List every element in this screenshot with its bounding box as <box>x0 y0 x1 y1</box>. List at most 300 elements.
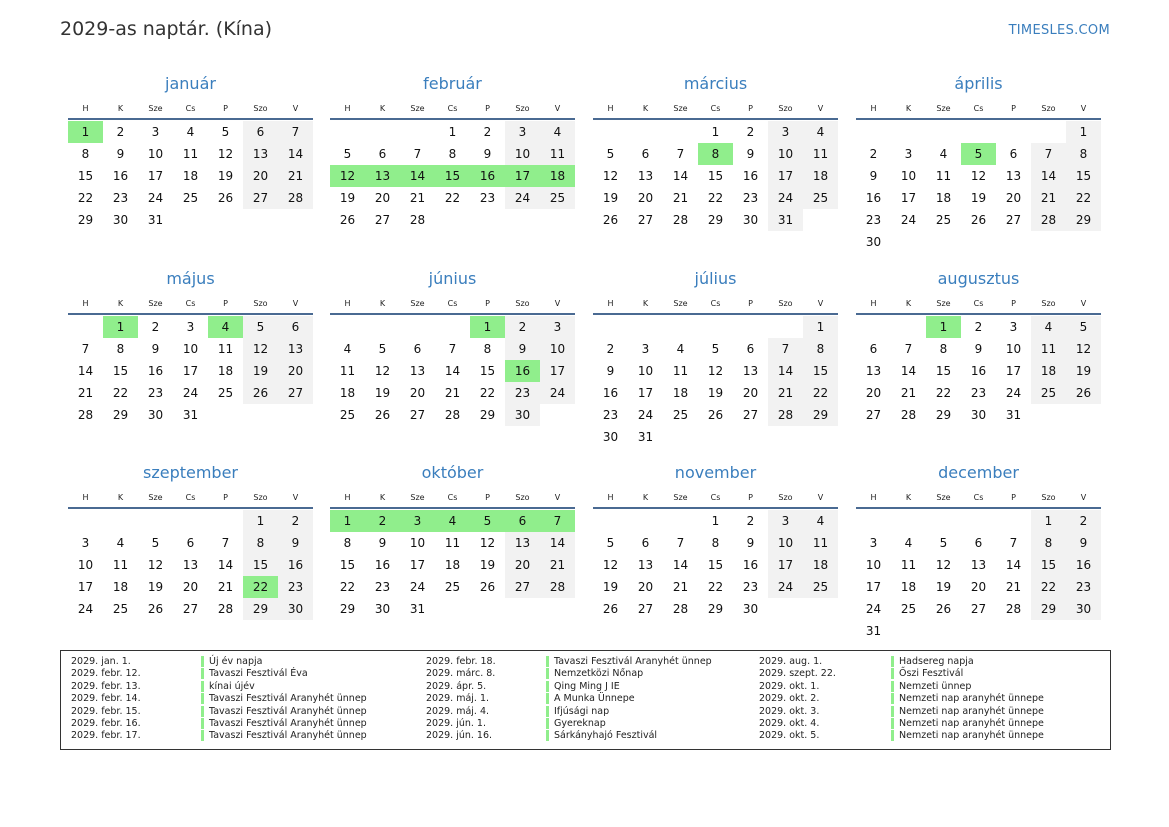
day-cell: 22 <box>479 386 496 400</box>
day-cell: 24 <box>768 576 803 598</box>
day-cell: 25 <box>182 191 199 205</box>
weekday-header: P <box>1011 104 1016 113</box>
day-cell: 4 <box>186 125 195 139</box>
weekday-header: K <box>905 104 912 113</box>
day-cell: 21 <box>1031 187 1066 209</box>
day-cell: 22 <box>444 191 461 205</box>
holiday-day: 16 <box>505 360 540 382</box>
day-cell: 12 <box>217 147 234 161</box>
day-cell: 30 <box>865 235 882 249</box>
day-cell: 8 <box>1066 143 1101 165</box>
day-cell: 16 <box>112 169 129 183</box>
day-cell: 29 <box>479 408 496 422</box>
day-cell: 20 <box>409 386 426 400</box>
holiday-day: 15 <box>435 165 470 187</box>
day-cell: 16 <box>742 169 759 183</box>
holiday-name: Hadsereg napja <box>891 656 974 667</box>
day-cell: 25 <box>935 213 952 227</box>
holiday-day: 22 <box>243 576 278 598</box>
day-cell: 3 <box>540 316 575 338</box>
holiday-day: 1 <box>103 316 138 338</box>
day-cell: 12 <box>147 558 164 572</box>
day-cell: 6 <box>1009 147 1018 161</box>
day-cell: 4 <box>803 121 838 143</box>
holiday-day: 4 <box>208 316 243 338</box>
weekday-header: H <box>870 104 877 113</box>
day-cell: 27 <box>505 576 540 598</box>
day-cell: 18 <box>935 191 952 205</box>
weekday-header: Szo <box>253 493 268 502</box>
header-divider <box>330 507 575 509</box>
day-cell: 15 <box>77 169 94 183</box>
day-cell: 28 <box>768 404 803 426</box>
day-cell: 23 <box>865 213 882 227</box>
day-cell: 5 <box>1066 316 1101 338</box>
day-cell: 1 <box>448 125 457 139</box>
weekday-header: H <box>344 104 351 113</box>
holiday-date: 2029. aug. 1. <box>759 656 823 667</box>
day-cell: 28 <box>217 602 234 616</box>
weekday-header: H <box>607 104 614 113</box>
holiday-name: Nemzeti ünnep <box>891 681 971 692</box>
day-cell: 31 <box>409 602 426 616</box>
day-cell: 1 <box>711 514 720 528</box>
day-cell: 3 <box>768 121 803 143</box>
day-cell: 14 <box>1005 558 1022 572</box>
holiday-name: Nemzeti nap aranyhét ünnepe <box>891 706 1044 717</box>
holiday-name: Nemzetközi Nőnap <box>546 668 643 679</box>
day-cell: 23 <box>479 191 496 205</box>
day-cell: 9 <box>116 147 125 161</box>
holiday-date: 2029. szept. 22. <box>759 668 836 680</box>
day-cell: 8 <box>243 532 278 554</box>
day-cell: 17 <box>77 580 94 594</box>
holiday-date: 2029. jún. 1. <box>426 718 487 729</box>
day-cell: 8 <box>939 342 948 356</box>
holiday-name: Qing Ming J IE <box>546 681 620 692</box>
weekday-header: Cs <box>710 493 721 502</box>
weekday-header: Sze <box>410 299 425 308</box>
day-cell: 18 <box>182 169 199 183</box>
day-cell: 13 <box>970 558 987 572</box>
day-cell: 19 <box>243 360 278 382</box>
day-cell: 7 <box>904 342 913 356</box>
day-cell: 19 <box>374 386 391 400</box>
day-cell: 13 <box>505 532 540 554</box>
day-cell: 25 <box>444 580 461 594</box>
weekday-header: Szo <box>1041 493 1056 502</box>
weekday-header: H <box>607 493 614 502</box>
day-cell: 2 <box>278 510 313 532</box>
weekday-header: K <box>117 104 124 113</box>
day-cell: 18 <box>900 580 917 594</box>
day-cell: 16 <box>374 558 391 572</box>
weekday-header: P <box>223 493 228 502</box>
day-cell: 26 <box>479 580 496 594</box>
day-cell: 14 <box>217 558 234 572</box>
day-cell: 28 <box>409 213 426 227</box>
day-cell: 1 <box>1031 510 1066 532</box>
day-cell: 11 <box>803 143 838 165</box>
day-cell: 30 <box>742 602 759 616</box>
day-cell: 28 <box>540 576 575 598</box>
day-cell: 16 <box>1066 554 1101 576</box>
holiday-date: 2029. máj. 1. <box>426 693 490 705</box>
day-cell: 20 <box>1005 191 1022 205</box>
day-cell: 16 <box>602 386 619 400</box>
day-cell: 8 <box>483 342 492 356</box>
day-cell: 15 <box>1031 554 1066 576</box>
month-name: május <box>166 269 215 288</box>
weekday-header: Sze <box>410 104 425 113</box>
day-cell: 29 <box>707 213 724 227</box>
holiday-day: 1 <box>330 510 365 532</box>
month-3 <box>593 0 838 227</box>
month-name: április <box>954 74 1003 93</box>
day-cell: 18 <box>672 386 689 400</box>
day-cell: 12 <box>707 364 724 378</box>
day-cell: 10 <box>147 147 164 161</box>
day-cell: 4 <box>540 121 575 143</box>
day-cell: 29 <box>935 408 952 422</box>
day-cell: 12 <box>602 169 619 183</box>
day-cell: 22 <box>1031 576 1066 598</box>
holiday-name: Tavaszi Fesztivál Aranyhét ünnep <box>201 730 367 741</box>
month-name: július <box>694 269 737 288</box>
day-cell: 15 <box>1066 165 1101 187</box>
day-cell: 23 <box>147 386 164 400</box>
day-cell: 18 <box>1031 360 1066 382</box>
month-name: december <box>938 463 1019 482</box>
day-cell: 20 <box>505 554 540 576</box>
weekday-header: K <box>117 299 124 308</box>
day-cell: 14 <box>540 532 575 554</box>
weekday-header: K <box>379 493 386 502</box>
day-cell: 27 <box>409 408 426 422</box>
weekday-header: Sze <box>148 299 163 308</box>
day-cell: 22 <box>1066 187 1101 209</box>
holiday-day: 13 <box>365 165 400 187</box>
day-cell: 13 <box>278 338 313 360</box>
holiday-day: 3 <box>400 510 435 532</box>
day-cell: 24 <box>768 187 803 209</box>
holiday-date: 2029. okt. 3. <box>759 705 820 717</box>
day-cell: 15 <box>935 364 952 378</box>
holiday-name: Tavaszi Fesztivál Aranyhét ünnep <box>201 706 367 717</box>
header-divider <box>856 118 1101 120</box>
weekday-header: Szo <box>778 299 793 308</box>
day-cell: 29 <box>707 602 724 616</box>
month-5 <box>68 195 313 422</box>
holiday-name: kínai újév <box>201 681 255 692</box>
day-cell: 6 <box>186 536 195 550</box>
weekday-header: Cs <box>973 493 984 502</box>
month-8 <box>856 195 1101 422</box>
holiday-day: 1 <box>926 316 961 338</box>
day-cell: 23 <box>602 408 619 422</box>
holiday-name: Sárkányhajó Fesztivál <box>546 730 657 741</box>
holiday-name: Ifjúsági nap <box>546 706 609 717</box>
day-cell: 24 <box>637 408 654 422</box>
day-cell: 22 <box>339 580 356 594</box>
day-cell: 19 <box>479 558 496 572</box>
weekday-header: Sze <box>673 299 688 308</box>
day-cell: 25 <box>217 386 234 400</box>
day-cell: 26 <box>243 382 278 404</box>
day-cell: 10 <box>409 536 426 550</box>
brand-link[interactable]: TIMESLES.COM <box>1008 23 1110 38</box>
day-cell: 26 <box>217 191 234 205</box>
day-cell: 21 <box>540 554 575 576</box>
day-cell: 3 <box>641 342 650 356</box>
day-cell: 17 <box>865 580 882 594</box>
day-cell: 14 <box>77 364 94 378</box>
day-cell: 10 <box>768 143 803 165</box>
day-cell: 20 <box>742 386 759 400</box>
holiday-date: 2029. febr. 16. <box>71 718 141 729</box>
month-11 <box>593 389 838 616</box>
day-cell: 14 <box>278 143 313 165</box>
day-cell: 12 <box>935 558 952 572</box>
day-cell: 24 <box>865 602 882 616</box>
day-cell: 13 <box>182 558 199 572</box>
day-cell: 6 <box>974 536 983 550</box>
weekday-header: Sze <box>673 493 688 502</box>
day-cell: 21 <box>278 165 313 187</box>
holiday-day: 4 <box>435 510 470 532</box>
holiday-name: Tavaszi Fesztivál Aranyhét ünnep <box>546 656 712 667</box>
day-cell: 11 <box>803 532 838 554</box>
day-cell: 22 <box>935 386 952 400</box>
day-cell: 30 <box>147 408 164 422</box>
day-cell: 8 <box>116 342 125 356</box>
day-cell: 10 <box>77 558 94 572</box>
day-cell: 28 <box>1005 602 1022 616</box>
weekday-header: V <box>817 104 824 113</box>
day-cell: 6 <box>413 342 422 356</box>
day-cell: 28 <box>672 213 689 227</box>
day-cell: 9 <box>378 536 387 550</box>
day-cell: 8 <box>448 147 457 161</box>
day-cell: 29 <box>339 602 356 616</box>
weekday-header: Sze <box>148 104 163 113</box>
weekday-header: H <box>344 299 351 308</box>
day-cell: 7 <box>278 121 313 143</box>
day-cell: 12 <box>479 536 496 550</box>
day-cell: 21 <box>672 580 689 594</box>
weekday-header: H <box>82 493 89 502</box>
header-divider <box>330 313 575 315</box>
day-cell: 6 <box>278 316 313 338</box>
day-cell: 7 <box>676 147 685 161</box>
holiday-name: Új év napja <box>201 656 262 667</box>
day-cell: 31 <box>147 213 164 227</box>
month-10 <box>330 389 575 616</box>
holiday-name: Nemzeti nap aranyhét ünnepe <box>891 730 1044 741</box>
holiday-date: 2029. febr. 17. <box>71 730 141 742</box>
day-cell: 14 <box>672 558 689 572</box>
day-cell: 10 <box>900 169 917 183</box>
weekday-header: K <box>642 299 649 308</box>
holiday-date: 2029. jan. 1. <box>71 656 131 667</box>
day-cell: 23 <box>742 191 759 205</box>
holiday-day: 8 <box>698 143 733 165</box>
day-cell: 1 <box>711 125 720 139</box>
month-12 <box>856 389 1101 638</box>
day-cell: 10 <box>505 143 540 165</box>
weekday-header: H <box>344 493 351 502</box>
day-cell: 16 <box>742 558 759 572</box>
day-cell: 27 <box>182 602 199 616</box>
day-cell: 18 <box>339 386 356 400</box>
day-cell: 9 <box>869 169 878 183</box>
day-cell: 5 <box>606 536 615 550</box>
day-cell: 19 <box>339 191 356 205</box>
holiday-date: 2029. okt. 4. <box>759 718 820 729</box>
day-cell: 9 <box>278 532 313 554</box>
weekday-header: H <box>870 493 877 502</box>
day-cell: 19 <box>147 580 164 594</box>
day-cell: 31 <box>182 408 199 422</box>
day-cell: 3 <box>869 536 878 550</box>
day-cell: 25 <box>112 602 129 616</box>
weekday-header: Sze <box>148 493 163 502</box>
header-divider <box>856 507 1101 509</box>
day-cell: 6 <box>243 121 278 143</box>
month-name: október <box>421 463 484 482</box>
day-cell: 29 <box>243 598 278 620</box>
weekday-header: K <box>905 299 912 308</box>
month-9 <box>68 389 313 616</box>
day-cell: 10 <box>540 338 575 360</box>
day-cell: 26 <box>970 213 987 227</box>
day-cell: 9 <box>974 342 983 356</box>
day-cell: 26 <box>602 213 619 227</box>
weekday-header: Szo <box>778 104 793 113</box>
day-cell: 13 <box>865 364 882 378</box>
day-cell: 12 <box>243 338 278 360</box>
weekday-header: H <box>607 299 614 308</box>
day-cell: 13 <box>409 364 426 378</box>
day-cell: 11 <box>935 169 952 183</box>
holiday-date: 2029. ápr. 5. <box>426 680 487 692</box>
day-cell: 24 <box>182 386 199 400</box>
day-cell: 2 <box>483 125 492 139</box>
weekday-header: P <box>748 493 753 502</box>
day-cell: 21 <box>672 191 689 205</box>
day-cell: 20 <box>970 580 987 594</box>
day-cell: 30 <box>742 213 759 227</box>
weekday-header: Cs <box>185 299 196 308</box>
day-cell: 27 <box>637 213 654 227</box>
day-cell: 8 <box>81 147 90 161</box>
day-cell: 28 <box>900 408 917 422</box>
day-cell: 16 <box>970 364 987 378</box>
day-cell: 25 <box>900 602 917 616</box>
day-cell: 13 <box>742 364 759 378</box>
day-cell: 24 <box>409 580 426 594</box>
weekday-header: V <box>1080 299 1087 308</box>
day-cell: 20 <box>182 580 199 594</box>
day-cell: 23 <box>278 576 313 598</box>
day-cell: 10 <box>637 364 654 378</box>
weekday-header: V <box>292 493 299 502</box>
day-cell: 1 <box>243 510 278 532</box>
month-2 <box>330 0 575 227</box>
day-cell: 2 <box>746 514 755 528</box>
day-cell: 28 <box>1031 209 1066 231</box>
header-divider <box>593 507 838 509</box>
header-divider <box>330 118 575 120</box>
day-cell: 24 <box>77 602 94 616</box>
day-cell: 26 <box>935 602 952 616</box>
day-cell: 9 <box>505 338 540 360</box>
day-cell: 25 <box>803 187 838 209</box>
day-cell: 3 <box>904 147 913 161</box>
day-cell: 2 <box>151 320 160 334</box>
day-cell: 30 <box>970 408 987 422</box>
day-cell: 13 <box>243 143 278 165</box>
day-cell: 17 <box>409 558 426 572</box>
weekday-header: Cs <box>185 493 196 502</box>
day-cell: 20 <box>243 165 278 187</box>
day-cell: 3 <box>151 125 160 139</box>
day-cell: 18 <box>112 580 129 594</box>
holiday-name: Nemzeti nap aranyhét ünnepe <box>891 693 1044 704</box>
holiday-date: 2029. márc. 8. <box>426 668 496 680</box>
weekday-header: V <box>817 493 824 502</box>
day-cell: 11 <box>182 147 199 161</box>
day-cell: 30 <box>1066 598 1101 620</box>
holiday-day: 14 <box>400 165 435 187</box>
day-cell: 22 <box>803 382 838 404</box>
day-cell: 30 <box>112 213 129 227</box>
day-cell: 6 <box>746 342 755 356</box>
day-cell: 24 <box>147 191 164 205</box>
day-cell: 11 <box>217 342 234 356</box>
day-cell: 12 <box>970 169 987 183</box>
weekday-header: P <box>485 104 490 113</box>
weekday-header: Szo <box>1041 104 1056 113</box>
day-cell: 21 <box>409 191 426 205</box>
day-cell: 4 <box>116 536 125 550</box>
day-cell: 12 <box>602 558 619 572</box>
day-cell: 28 <box>444 408 461 422</box>
day-cell: 29 <box>1031 598 1066 620</box>
weekday-header: P <box>1011 493 1016 502</box>
day-cell: 30 <box>278 598 313 620</box>
day-cell: 27 <box>742 408 759 422</box>
day-cell: 29 <box>112 408 129 422</box>
day-cell: 14 <box>672 169 689 183</box>
day-cell: 5 <box>343 147 352 161</box>
day-cell: 14 <box>900 364 917 378</box>
day-cell: 2 <box>606 342 615 356</box>
day-cell: 3 <box>81 536 90 550</box>
day-cell: 26 <box>147 602 164 616</box>
day-cell: 9 <box>483 147 492 161</box>
day-cell: 24 <box>1005 386 1022 400</box>
weekday-header: V <box>554 493 561 502</box>
weekday-header: Szo <box>253 104 268 113</box>
day-cell: 2 <box>505 316 540 338</box>
holiday-date: 2029. okt. 2. <box>759 693 820 705</box>
weekday-header: P <box>223 104 228 113</box>
weekday-header: V <box>554 299 561 308</box>
month-6 <box>330 195 575 422</box>
holiday-day: 2 <box>365 510 400 532</box>
day-cell: 5 <box>378 342 387 356</box>
